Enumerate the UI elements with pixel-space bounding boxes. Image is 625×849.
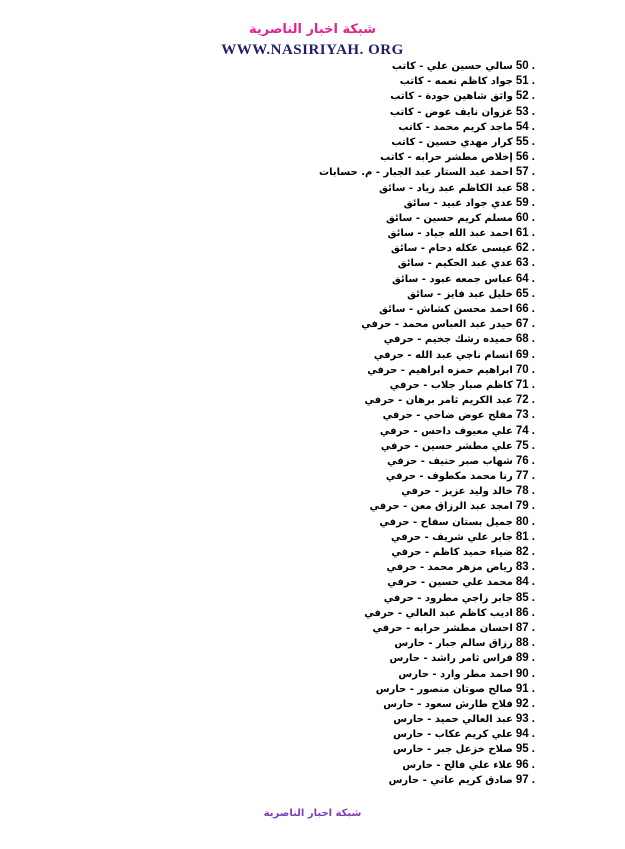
list-item [235,105,535,120]
entry-number: 65 . [515,287,535,300]
entry-text: صلاح خزعل جبر - حارس [393,744,513,756]
entry-text: حميده رشك جخيم - حرفي [383,334,513,346]
site-logo: شبكة اخبار الناصرية [248,22,377,37]
entry-number: 95 . [515,743,535,756]
entry-number: 52 . [515,90,535,103]
list-item [235,317,535,332]
list-item [235,120,535,135]
list-item [235,226,535,241]
entry-text: فلاح طارش سعود - حارس [383,698,513,710]
entry-number: 80 . [515,515,535,528]
entry-text: جميل بستان سفاح - حرفي [379,516,513,528]
list-item [235,697,535,712]
list-item [235,59,535,74]
list-item [235,408,535,423]
entry-number: 55 . [515,135,535,148]
entry-text: خالد وليد عزيز - حرفي [401,486,513,498]
names-list [235,59,535,788]
list-item [235,363,535,378]
entry-text: عباس جمعه عبود - سائق [391,273,513,285]
entry-text: كاظم صبار جلاب - حرفي [389,379,513,391]
entry-text: سالي حسين علي - كاتب [391,61,513,72]
entry-text: عيسى عكله دحام - سائق [390,243,513,255]
list-item [235,682,535,697]
entry-text: صادق كريم عاتي - حارس [388,774,513,786]
entry-text: مسلم كريم حسين - سائق [385,212,513,224]
entry-text: عبد العالي حميد - حارس [393,714,513,726]
entry-text: ضياء حميد كاظم - حرفي [391,547,513,558]
entry-number: 66 . [515,303,535,315]
entry-number: 58 . [515,181,535,194]
entry-number: 78 . [515,485,535,498]
entry-number: 60 . [515,211,535,224]
entry-number: 72 . [515,394,535,407]
list-item [235,287,535,302]
entry-number: 53 . [515,105,535,118]
list-item [235,89,535,104]
list-item [235,393,535,408]
list-item [235,181,535,196]
entry-text: فراس ثامر راشد - حارس [389,653,513,665]
entry-text: خليل عبد فايز - سائق [407,288,513,300]
site-url: WWW.NASIRIYAH. ORG [221,42,404,58]
entry-number: 54 . [515,120,535,133]
list-item [235,424,535,439]
entry-text: رياض مزهر محمد - حرفي [386,562,513,574]
entry-number: 75 . [515,439,535,452]
entry-text: جابر علي شريف - حرفي [390,531,513,543]
entry-number: 97 . [515,773,535,786]
list-item [235,742,535,757]
entry-number: 87 . [515,621,535,634]
list-item [235,150,535,165]
entry-text: ابراهيم حمزه ابراهيم - حرفي [367,364,513,376]
entry-text: علي معيوف داحس - حرفي [379,425,513,437]
list-item [235,515,535,530]
entry-number: 59 . [515,196,535,209]
entry-number: 77 . [515,470,535,483]
entry-number: 68 . [515,333,535,346]
list-item [235,621,535,636]
list-item [235,332,535,347]
entry-text: علي كريم عكاب - حارس [393,729,513,741]
entry-text: غزوان نايف عوض - كاتب [389,106,513,118]
entry-number: 74 . [515,424,535,437]
entry-text: عبد الكاظم عبد زياد - سائق [379,182,513,194]
entry-text: رنا محمد مكطوف - حرفي [385,471,513,483]
entry-number: 50 . [515,60,535,72]
list-item [235,651,535,666]
entry-text: احمد عبد الله جياد - سائق [387,228,513,240]
list-item [235,272,535,287]
entry-text: صالح صوتان منصور - حارس [375,683,513,695]
entry-text: واثق شاهين جودة - كاتب [390,91,513,103]
list-item [235,135,535,150]
entry-text: شهاب صبر حنيف - حرفي [387,455,513,467]
entry-number: 90 . [515,667,535,680]
entry-text: احمد مطر وارد - حارس [398,668,513,680]
entry-number: 88 . [515,637,535,650]
list-item [235,712,535,727]
entry-text: إخلاص مطشر حرابه - كاتب [380,152,513,164]
entry-number: 92 . [515,697,535,710]
list-item [235,545,535,560]
list-item [235,636,535,651]
entry-text: انسام ناجي عبد الله - حرفي [373,349,513,361]
entry-number: 67 . [515,318,535,331]
footer-logo: شبكة اخبار الناصرية [263,808,362,819]
entry-text: رزاق سالم جبار - حارس [394,638,513,650]
entry-number: 61 . [515,227,535,240]
entry-number: 93 . [515,713,535,726]
entry-number: 89 . [515,652,535,665]
list-item [235,758,535,773]
list-item [235,454,535,469]
entry-number: 57 . [515,166,535,179]
list-item [235,74,535,89]
entry-text: جواد كاظم نعمه - كاتب [399,76,513,88]
entry-number: 82 . [515,546,535,558]
list-item [235,211,535,226]
entry-number: 64 . [515,272,535,285]
list-item [235,256,535,271]
entry-number: 86 . [515,606,535,619]
entry-text: مفلح عوض ضاحي - حرفي [382,410,513,422]
entry-number: 96 . [515,758,535,771]
list-item [235,378,535,393]
entry-text: ماجد كريم محمد - كاتب [398,121,513,133]
entry-number: 73 . [515,409,535,422]
list-item [235,773,535,788]
list-item [235,469,535,484]
list-item [235,575,535,590]
list-item [235,606,535,621]
entry-text: حيدر عبد العباس محمد - حرفي [361,319,513,331]
list-item [235,727,535,742]
entry-text: عدي عبد الحكيم - سائق [397,258,513,270]
entry-number: 62 . [515,242,535,255]
entry-number: 71 . [515,378,535,391]
entry-text: محمد علي حسين - حرفي [387,577,513,589]
entry-number: 91 . [515,682,535,695]
entry-text: جابر زاجي مطرود - حرفي [383,592,513,604]
entry-number: 85 . [515,591,535,604]
entry-text: عدي جواد عبيد - سائق [403,197,513,209]
list-item [235,530,535,545]
list-item [235,667,535,682]
list-item [235,165,535,180]
entry-text: علي مطشر حسين - حرفي [380,440,513,452]
entry-text: احمد عبد الستار عبد الجبار - م. حسابات [319,167,513,179]
list-item [235,591,535,606]
list-item [235,241,535,256]
entry-number: 81 . [515,530,535,543]
list-item [235,484,535,499]
entry-text: احسان مطشر حرابه - حرفي [372,622,513,634]
entry-number: 69 . [515,348,535,361]
entry-text: اديب كاظم عبد العالي - حرفي [364,607,513,619]
list-item [235,560,535,575]
entry-number: 70 . [515,363,535,376]
entry-number: 76 . [515,454,535,467]
entry-text: كرار مهدي حسين - كاتب [391,136,513,148]
list-item [235,439,535,454]
entry-number: 63 . [515,257,535,270]
entry-number: 56 . [515,151,535,164]
entry-number: 51 . [515,75,535,88]
entry-text: عبد الكريم ثامر برهان - حرفي [364,395,513,407]
entry-text: احمد محسن كشاش - سائق [379,304,513,315]
entry-number: 84 . [515,576,535,589]
list-item [235,348,535,363]
list-item [235,196,535,211]
entry-number: 83 . [515,561,535,574]
list-item [235,499,535,514]
entry-text: امجد عبد الرزاق معن - حرفي [369,501,513,513]
entry-number: 94 . [515,728,535,741]
entry-text: علاء علي فالح - حارس [402,759,513,771]
entry-number: 79 . [515,500,535,513]
list-item [235,302,535,317]
